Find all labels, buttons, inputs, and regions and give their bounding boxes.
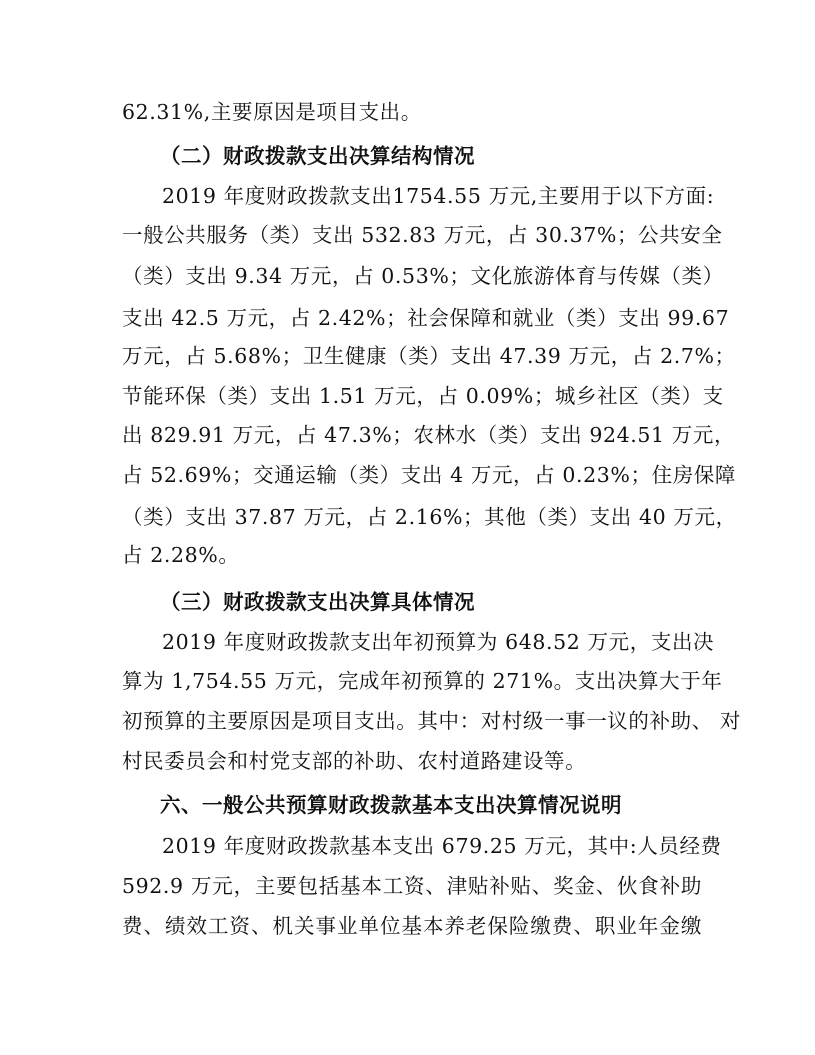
paragraph-line: 支出 42.5 万元，占 2.42%；社会保障和就业（类）支出 99.67	[122, 306, 730, 330]
paragraph-line: 2019 年度财政拨款基本支出 679.25 万元，其中:人员经费	[162, 834, 722, 858]
paragraph-line: 2019 年度财政拨款支出1754.55 万元,主要用于以下方面:	[162, 184, 715, 208]
paragraph-line: 占 2.28%。	[122, 543, 240, 567]
paragraph-line: 2019 年度财政拨款支出年初预算为 648.52 万元，支出决	[162, 630, 715, 654]
paragraph-line: 费、绩效工资、机关事业单位基本养老保险缴费、职业年金缴	[122, 914, 702, 938]
section-heading-structure: （二）财政拨款支出决算结构情况	[160, 144, 475, 168]
section-heading-basic-expenditure: 六、一般公共预算财政拨款基本支出决算情况说明	[160, 793, 622, 817]
paragraph-continuation: 62.31%,主要原因是项目支出。	[122, 100, 422, 124]
paragraph-line: 算为 1,754.55 万元，完成年初预算的 271%。支出决算大于年	[122, 669, 723, 693]
section-heading-detail: （三）财政拨款支出决算具体情况	[160, 590, 475, 614]
paragraph-line: 万元，占 5.68%；卫生健康（类）支出 47.39 万元，占 2.7%；	[122, 344, 736, 368]
paragraph-line: 村民委员会和村党支部的补助、农村道路建设等。	[122, 749, 587, 773]
paragraph-line: 592.9 万元，主要包括基本工资、津贴补贴、奖金、伙食补助	[122, 874, 702, 898]
paragraph-line: 一般公共服务（类）支出 532.83 万元，占 30.37%；公共安全	[122, 223, 723, 247]
paragraph-line: （类）支出 9.34 万元，占 0.53%；文化旅游体育与传媒（类）	[122, 264, 724, 288]
paragraph-line: 占 52.69%；交通运输（类）支出 4 万元，占 0.23%；住房保障	[122, 463, 736, 487]
paragraph-line: （类）支出 37.87 万元，占 2.16%；其他（类）支出 40 万元，	[122, 505, 737, 529]
paragraph-line: 节能环保（类）支出 1.51 万元，占 0.09%；城乡社区（类）支	[122, 384, 724, 408]
paragraph-line: 初预算的主要原因是项目支出。其中：对村级一事一议的补助、 对	[122, 709, 742, 733]
paragraph-line: 出 829.91 万元，占 47.3%；农林水（类）支出 924.51 万元，	[122, 423, 736, 447]
